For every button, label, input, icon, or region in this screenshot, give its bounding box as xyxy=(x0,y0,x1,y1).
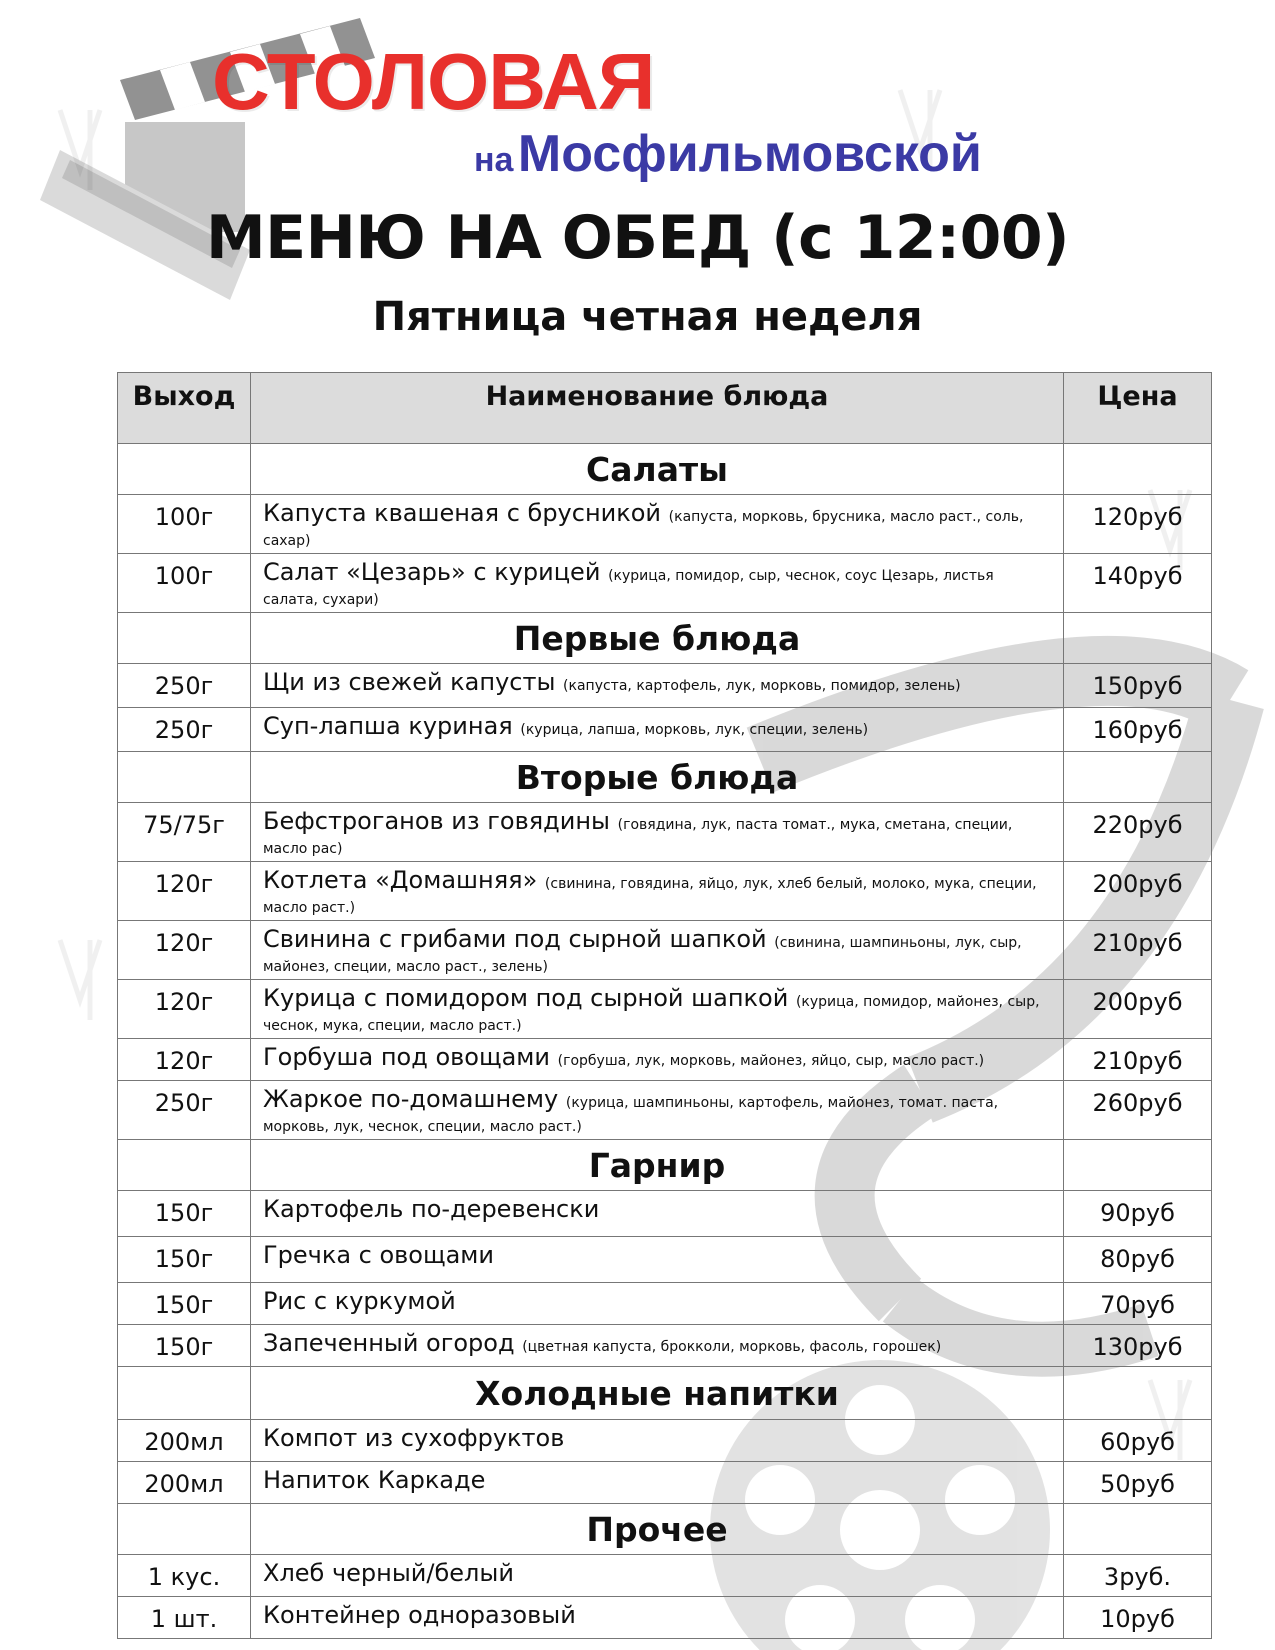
dish-cell xyxy=(251,495,1064,554)
dish-cell xyxy=(251,1597,1064,1639)
dish-output: 120г xyxy=(118,862,251,921)
menu-subtitle: Пятница четная неделя xyxy=(372,294,923,340)
dish-price: 130руб xyxy=(1064,1325,1212,1367)
section-price-cell xyxy=(1064,613,1212,664)
table-header-row xyxy=(118,373,1212,444)
dish-price: 220руб xyxy=(1064,803,1212,862)
dish-cell xyxy=(251,708,1064,752)
dish-name: Запеченный огород xyxy=(263,1329,515,1357)
dish-price: 210руб xyxy=(1064,1039,1212,1081)
dish-ingredients: (цветная капуста, брокколи, морковь, фасоль, горошек) xyxy=(522,1339,942,1355)
section-title: Вторые блюда xyxy=(251,752,1064,803)
dish-name: Салат «Цезарь» с курицей xyxy=(263,558,601,586)
section-price-cell xyxy=(1064,1504,1212,1555)
logo-subtitle-main: Мосфильмовской xyxy=(517,125,982,183)
dish-name: Рис с куркумой xyxy=(263,1287,456,1315)
dish-name: Напиток Каркаде xyxy=(263,1466,486,1494)
dish-name: Свинина с грибами под сырной шапкой xyxy=(263,925,767,953)
dish-price: 90руб xyxy=(1064,1191,1212,1237)
restaurant-logo xyxy=(0,0,1275,210)
table-row xyxy=(118,554,1212,613)
section-price-cell xyxy=(1064,1367,1212,1420)
dish-price: 60руб xyxy=(1064,1420,1212,1462)
section-title: Первые блюда xyxy=(251,613,1064,664)
section-output-cell xyxy=(118,1504,251,1555)
section-output-cell xyxy=(118,1140,251,1191)
dish-name: Суп-лапша куриная xyxy=(263,712,513,740)
table-row xyxy=(118,495,1212,554)
dish-output: 250г xyxy=(118,664,251,708)
dish-ingredients: (курица, лапша, морковь, лук, специи, зелень) xyxy=(520,722,869,738)
dish-output: 1 кус. xyxy=(118,1555,251,1597)
dish-name: Картофель по-деревенски xyxy=(263,1195,600,1223)
dish-output: 120г xyxy=(118,980,251,1039)
dish-output: 1 шт. xyxy=(118,1597,251,1639)
dish-output: 100г xyxy=(118,495,251,554)
logo-subtitle-prefix: на xyxy=(474,141,514,179)
dish-name: Гречка с овощами xyxy=(263,1241,494,1269)
logo-subtitle xyxy=(474,125,982,183)
menu-table-body xyxy=(118,444,1212,1639)
dish-output: 250г xyxy=(118,708,251,752)
table-row xyxy=(118,1420,1212,1462)
dish-ingredients: (свинина, говядина, яйцо, лук, хлеб белый, молоко, мука, специи, масло раст.) xyxy=(263,876,1037,916)
dish-cell xyxy=(251,1237,1064,1283)
dish-output: 250г xyxy=(118,1081,251,1140)
dish-cell xyxy=(251,1555,1064,1597)
table-row xyxy=(118,1597,1212,1639)
dish-price: 150руб xyxy=(1064,664,1212,708)
dish-price: 80руб xyxy=(1064,1237,1212,1283)
column-header-output: Выход xyxy=(118,373,251,444)
table-row xyxy=(118,803,1212,862)
dish-name: Компот из сухофруктов xyxy=(263,1424,565,1452)
dish-ingredients: (капуста, картофель, лук, морковь, помидор, зелень) xyxy=(563,678,961,694)
dish-cell xyxy=(251,803,1064,862)
dish-ingredients: (курица, помидор, сыр, чеснок, соус Цезарь, листья салата, сухари) xyxy=(263,568,994,608)
section-row xyxy=(118,444,1212,495)
table-row xyxy=(118,1191,1212,1237)
table-row xyxy=(118,1325,1212,1367)
dish-output: 75/75г xyxy=(118,803,251,862)
table-row xyxy=(118,1462,1212,1504)
section-price-cell xyxy=(1064,752,1212,803)
dish-output: 200мл xyxy=(118,1462,251,1504)
dish-output: 150г xyxy=(118,1191,251,1237)
dish-name: Жаркое по-домашнему xyxy=(263,1085,559,1113)
dish-cell xyxy=(251,1283,1064,1325)
dish-price: 10руб xyxy=(1064,1597,1212,1639)
table-row xyxy=(118,862,1212,921)
section-title: Гарнир xyxy=(251,1140,1064,1191)
dish-price: 210руб xyxy=(1064,921,1212,980)
table-row xyxy=(118,1555,1212,1597)
section-price-cell xyxy=(1064,444,1212,495)
dish-output: 150г xyxy=(118,1283,251,1325)
dish-ingredients: (курица, шампиньоны, картофель, майонез, томат. паста, морковь, лук, чеснок, специи, масло раст.) xyxy=(263,1095,999,1135)
logo-title: СТОЛОВАЯ xyxy=(212,37,655,126)
dish-price: 260руб xyxy=(1064,1081,1212,1140)
dish-cell xyxy=(251,862,1064,921)
table-row xyxy=(118,708,1212,752)
section-price-cell xyxy=(1064,1140,1212,1191)
dish-cell xyxy=(251,554,1064,613)
dish-output: 120г xyxy=(118,1039,251,1081)
table-row xyxy=(118,1283,1212,1325)
dish-price: 120руб xyxy=(1064,495,1212,554)
dish-cell xyxy=(251,1039,1064,1081)
dish-price: 200руб xyxy=(1064,862,1212,921)
dish-price: 200руб xyxy=(1064,980,1212,1039)
section-row xyxy=(118,1367,1212,1420)
section-output-cell xyxy=(118,1367,251,1420)
dish-cell xyxy=(251,1420,1064,1462)
dish-ingredients: (капуста, морковь, брусника, масло раст., соль, сахар) xyxy=(263,509,1024,549)
dish-ingredients: (говядина, лук, паста томат., мука, сметана, специи, масло рас) xyxy=(263,817,1013,857)
dish-output: 200мл xyxy=(118,1420,251,1462)
dish-price: 70руб xyxy=(1064,1283,1212,1325)
column-header-dish-name: Наименование блюда xyxy=(251,373,1064,444)
dish-output: 120г xyxy=(118,921,251,980)
section-title: Салаты xyxy=(251,444,1064,495)
dish-output: 150г xyxy=(118,1237,251,1283)
dish-price: 160руб xyxy=(1064,708,1212,752)
dish-cell xyxy=(251,921,1064,980)
dish-price: 50руб xyxy=(1064,1462,1212,1504)
dish-name: Щи из свежей капусты xyxy=(263,668,556,696)
dish-ingredients: (курица, помидор, майонез, сыр, чеснок, мука, специи, масло раст.) xyxy=(263,994,1040,1034)
dish-name: Капуста квашеная с брусникой xyxy=(263,499,662,527)
dish-price: 3руб. xyxy=(1064,1555,1212,1597)
table-row xyxy=(118,664,1212,708)
dish-name: Котлета «Домашняя» xyxy=(263,866,538,894)
section-output-cell xyxy=(118,444,251,495)
dish-cell xyxy=(251,980,1064,1039)
table-row xyxy=(118,1081,1212,1140)
dish-name: Хлеб черный/белый xyxy=(263,1559,514,1587)
dish-name: Горбуша под овощами xyxy=(263,1043,550,1071)
dish-ingredients: (свинина, шампиньоны, лук, сыр, майонез, специи, масло раст., зелень) xyxy=(263,935,1022,975)
dish-name: Курица с помидором под сырной шапкой xyxy=(263,984,789,1012)
dish-cell xyxy=(251,1325,1064,1367)
section-title: Холодные напитки xyxy=(251,1367,1064,1420)
menu-title: МЕНЮ НА ОБЕД (с 12:00) xyxy=(205,203,1070,273)
dish-output: 100г xyxy=(118,554,251,613)
section-row xyxy=(118,1504,1212,1555)
section-output-cell xyxy=(118,752,251,803)
section-row xyxy=(118,1140,1212,1191)
dish-name: Бефстроганов из говядины xyxy=(263,807,611,835)
table-row xyxy=(118,1039,1212,1081)
dish-name: Контейнер одноразовый xyxy=(263,1601,576,1629)
dish-cell xyxy=(251,664,1064,708)
column-header-price: Цена xyxy=(1064,373,1212,444)
section-row xyxy=(118,613,1212,664)
table-row xyxy=(118,921,1212,980)
section-output-cell xyxy=(118,613,251,664)
section-title: Прочее xyxy=(251,1504,1064,1555)
dish-cell xyxy=(251,1081,1064,1140)
table-row xyxy=(118,1237,1212,1283)
dish-output: 150г xyxy=(118,1325,251,1367)
dish-price: 140руб xyxy=(1064,554,1212,613)
dish-cell xyxy=(251,1462,1064,1504)
table-row xyxy=(118,980,1212,1039)
dish-cell xyxy=(251,1191,1064,1237)
dish-ingredients: (горбуша, лук, морковь, майонез, яйцо, сыр, масло раст.) xyxy=(557,1053,985,1069)
section-row xyxy=(118,752,1212,803)
menu-table xyxy=(117,372,1212,1639)
